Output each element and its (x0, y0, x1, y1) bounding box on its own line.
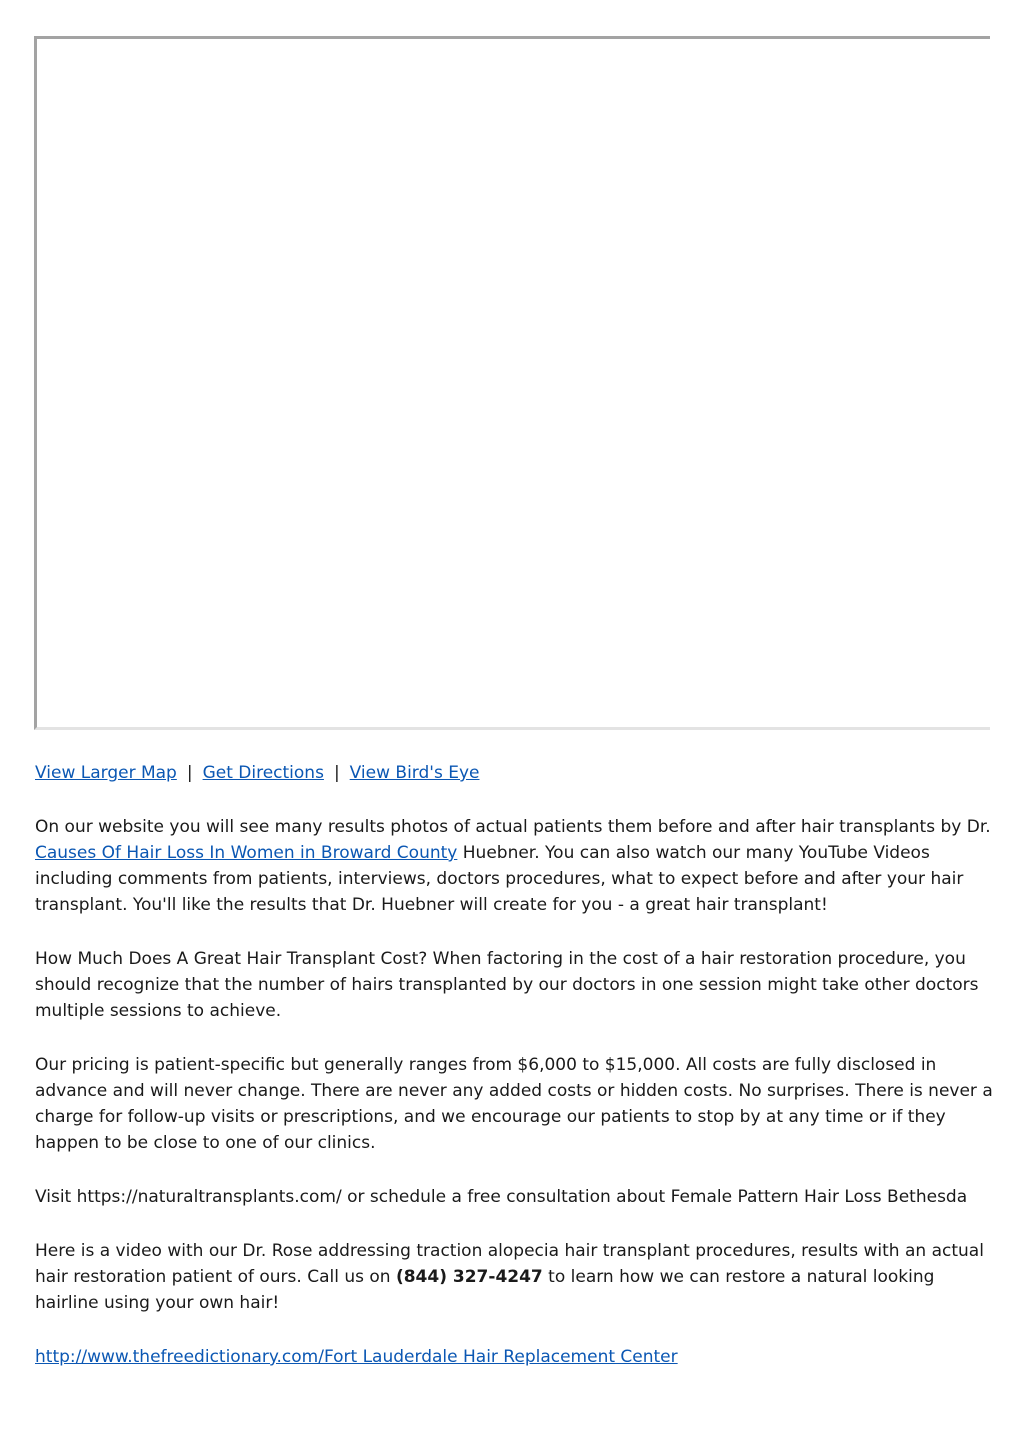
map-embed-frame[interactable] (34, 36, 990, 730)
link-separator: | (333, 763, 340, 783)
video-text-start: Here is a video with our Dr. Rose addressing traction alopecia hair transplant procedures, results with an actual hair restoration patient of ours. Call us on (35, 1241, 984, 1287)
intro-text-end: Huebner. You can also watch our many YouTube Videos including comments from patients, interviews, doctors procedures, what to expect before and after your hair transplant. You'll like the results that Dr. Huebner will create for you - a great hair transplant! (35, 843, 964, 915)
visit-paragraph: Visit https://naturaltransplants.com/ or schedule a free consultation about Female Pattern Hair Loss Bethesda (35, 1187, 968, 1207)
map-links (35, 760, 995, 786)
freedictionary-link[interactable]: http://www.thefreedictionary.com/Fort Lauderdale Hair Replacement Center (35, 1347, 678, 1367)
intro-text-start: On our website you will see many results photos of actual patients them before and after hair transplants by Dr. (35, 817, 991, 837)
video-paragraph (35, 1238, 995, 1316)
link-separator: | (186, 763, 193, 783)
phone-number: (844) 327-4247 (395, 1267, 543, 1287)
hair-loss-women-link[interactable]: Causes Of Hair Loss In Women in Broward County (35, 843, 458, 863)
video-text-end: to learn how we can restore a natural looking hairline using your own hair! (35, 1267, 935, 1313)
article-content (35, 760, 995, 1398)
view-larger-map-link[interactable]: View Larger Map (35, 763, 177, 783)
get-directions-link[interactable]: Get Directions (202, 763, 324, 783)
cost-paragraph: How Much Does A Great Hair Transplant Cost? When factoring in the cost of a hair restoration procedure, you should recognize that the number of hairs transplanted by our doctors in one session might take other doctors multiple sessions to achieve. (35, 949, 979, 1021)
view-birds-eye-link[interactable]: View Bird's Eye (349, 763, 480, 783)
intro-paragraph (35, 814, 995, 918)
footer-link-paragraph (35, 1344, 995, 1370)
pricing-paragraph: Our pricing is patient-specific but generally ranges from $6,000 to $15,000. All costs are fully disclosed in advance and will never change. There are never any added costs or hidden costs. No surprises. There is never a charge for follow-up visits or prescriptions, and we encourage our patients to stop by at any time or if they happen to be close to one of our clinics. (35, 1055, 993, 1153)
